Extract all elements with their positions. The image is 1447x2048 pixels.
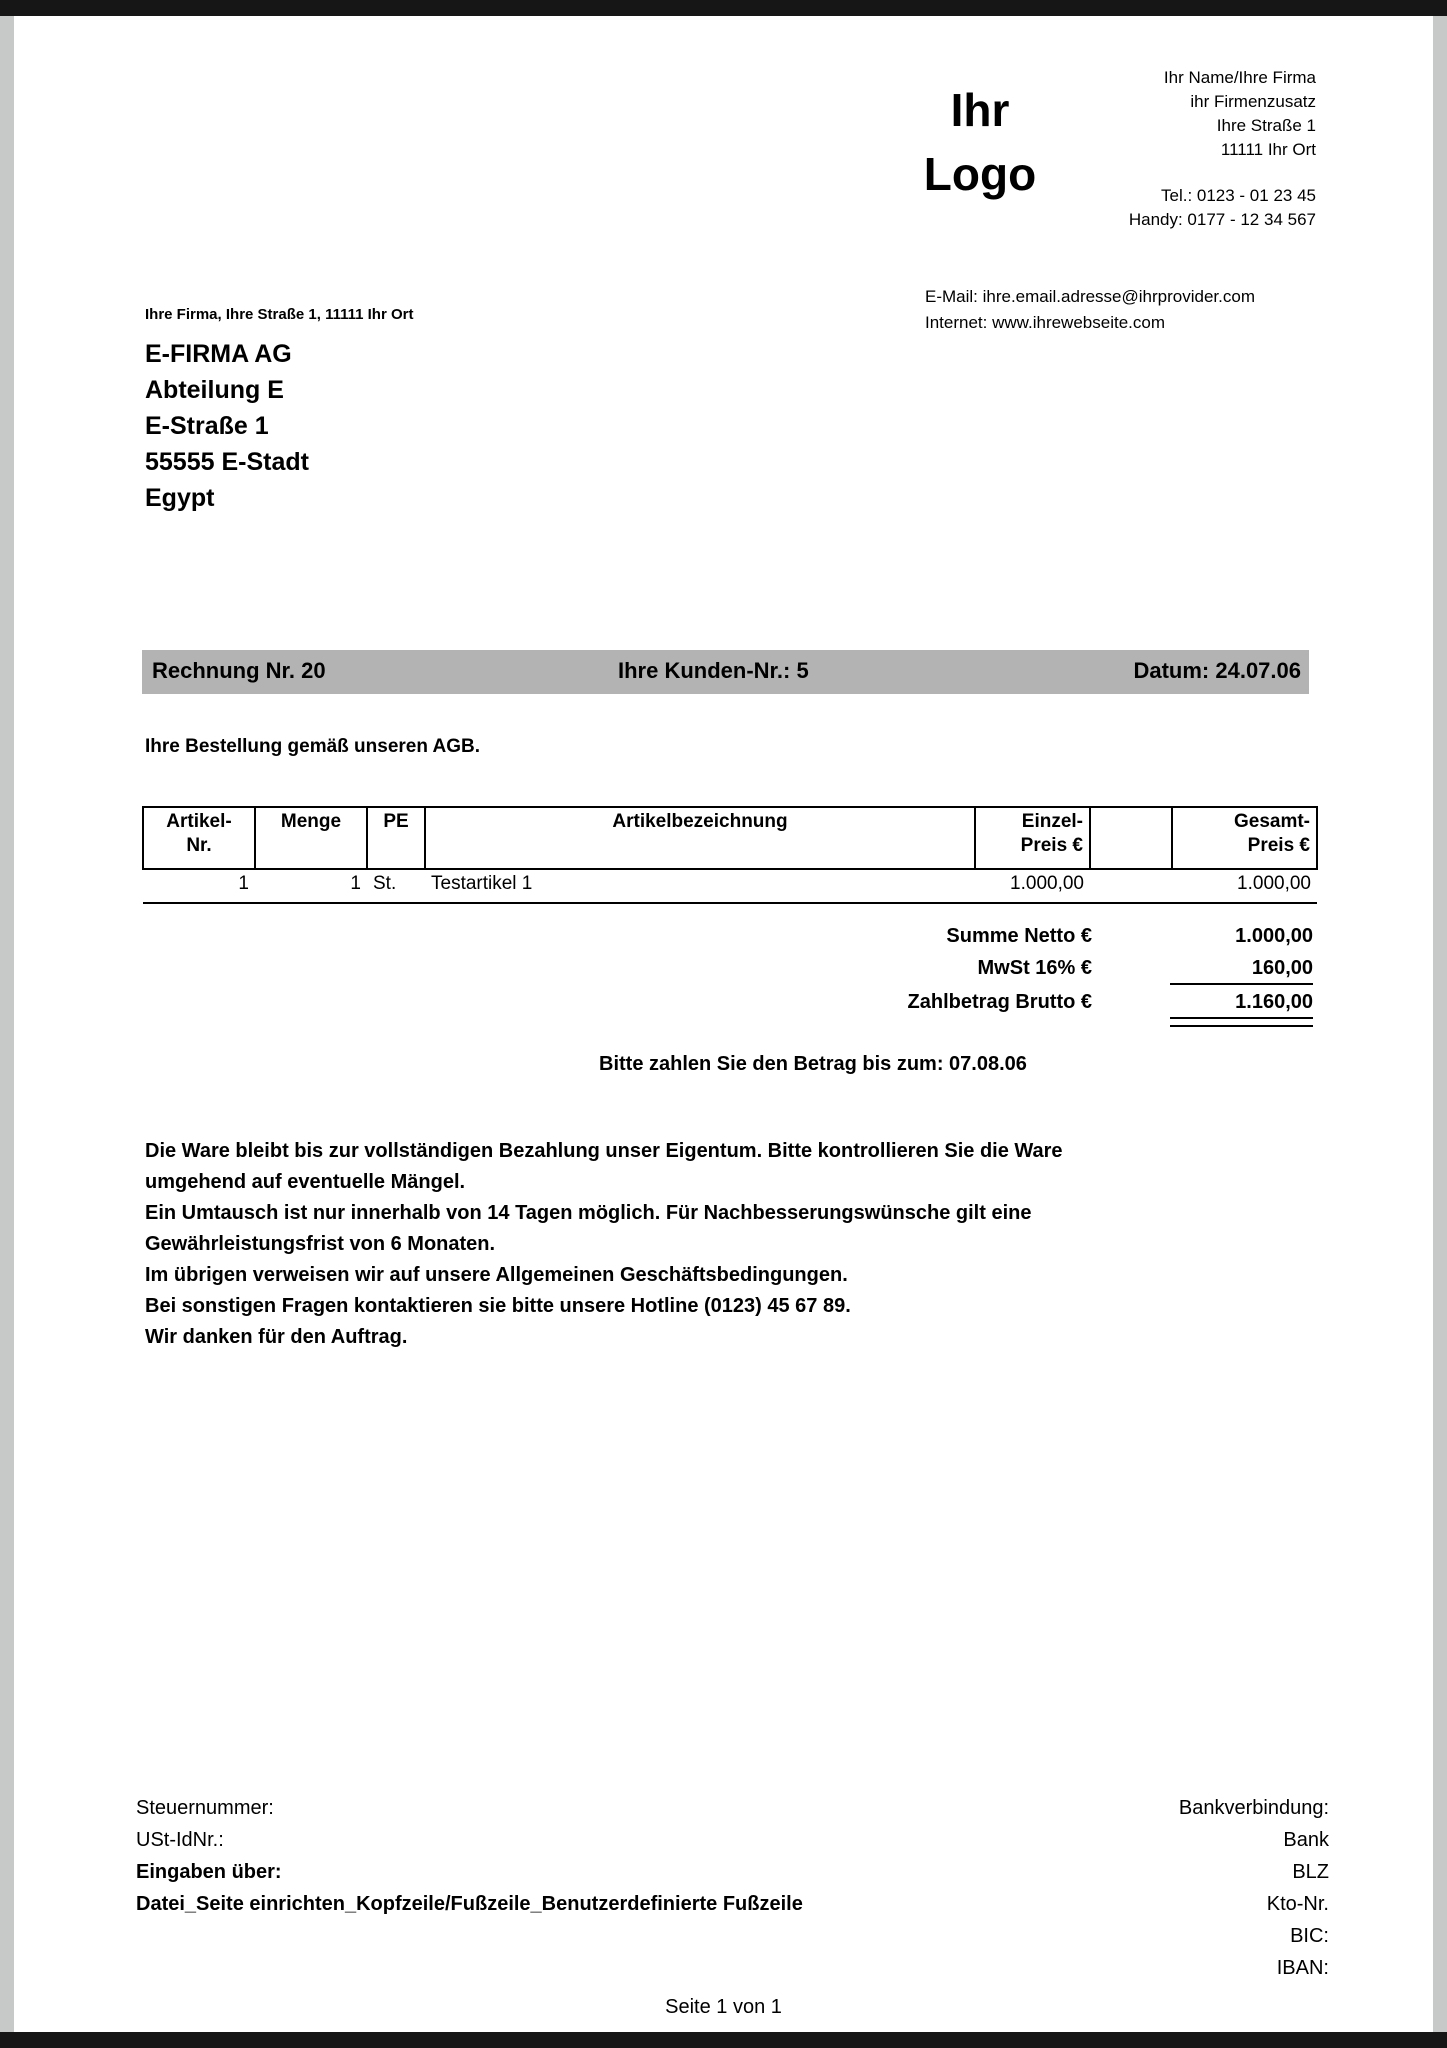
footer-eingaben: Eingaben über: — [136, 1861, 282, 1883]
brutto-value: 1.160,00 — [1170, 991, 1313, 1019]
logo-line1: Ihr — [950, 84, 1010, 136]
terms-line: Ein Umtausch ist nur innerhalb von 14 Tagen möglich. Für Nachbesserungswünsche gilt eine — [145, 1202, 1032, 1224]
mwst-label: MwSt 16% € — [977, 957, 1092, 979]
footer-bank: Bank — [1283, 1829, 1329, 1851]
terms-line: Gewährleistungsfrist von 6 Monaten. — [145, 1233, 496, 1255]
netto-label: Summe Netto € — [946, 925, 1092, 947]
footer-bankverbindung: Bankverbindung: — [1178, 1797, 1329, 1819]
brutto-label: Zahlbetrag Brutto € — [907, 991, 1092, 1013]
col-header-artikel-line1: Artikel- — [166, 811, 232, 832]
col-header-artikel-nr — [143, 807, 255, 869]
recipient-country: Egypt — [145, 484, 215, 512]
col-header-bezeichnung: Artikelbezeichnung — [425, 807, 975, 869]
cell-einzelpreis: 1.000,00 — [1010, 873, 1084, 894]
recipient-street: E-Straße 1 — [145, 412, 269, 440]
cell-gesamtpreis: 1.000,00 — [1237, 873, 1311, 894]
sender-handy: Handy: 0177 - 12 34 567 — [1128, 210, 1316, 229]
col-header-gesamt-line2: Preis € — [1247, 835, 1310, 856]
total-double-underline — [1170, 1025, 1313, 1027]
recipient-department: Abteilung E — [145, 376, 284, 404]
terms-line: umgehend auf eventuelle Mängel. — [145, 1171, 466, 1193]
footer-ustid: USt-IdNr.: — [136, 1829, 224, 1851]
sender-street: Ihre Straße 1 — [1216, 116, 1316, 135]
intro-line: Ihre Bestellung gemäß unseren AGB. — [145, 736, 481, 757]
logo-line2: Logo — [923, 148, 1037, 200]
recipient-company: E-FIRMA AG — [145, 340, 292, 368]
col-header-artikel-line2: Nr. — [186, 835, 212, 856]
col-header-menge: Menge — [255, 807, 367, 869]
company-logo — [860, 78, 1100, 206]
cell-menge: 1 — [350, 873, 361, 894]
col-header-gesamt-line1: Gesamt- — [1233, 811, 1310, 832]
mwst-value: 160,00 — [1170, 957, 1313, 985]
invoice-date: Datum: 24.07.06 — [1133, 658, 1301, 683]
cell-artikel-nr: 1 — [238, 873, 249, 894]
invoice-number: Rechnung Nr. 20 — [152, 658, 326, 683]
col-header-einzel-line1: Einzel- — [1021, 811, 1083, 832]
sender-tel: Tel.: 0123 - 01 23 45 — [1160, 186, 1316, 205]
sender-addition: ihr Firmenzusatz — [1190, 92, 1316, 111]
sender-name: Ihr Name/Ihre Firma — [1163, 68, 1316, 87]
cell-pe: St. — [373, 873, 397, 894]
terms-line: Wir danken für den Auftrag. — [145, 1326, 408, 1348]
page-number: Seite 1 von 1 — [665, 1996, 782, 2018]
col-header-gesamtpreis — [1172, 807, 1317, 869]
recipient-address-block — [145, 336, 309, 516]
sender-email: E-Mail: ihre.email.adresse@ihrprovider.com — [925, 287, 1255, 306]
col-header-einzel-line2: Preis € — [1020, 835, 1083, 856]
col-header-einzelpreis — [975, 807, 1090, 869]
netto-value: 1.000,00 — [1235, 925, 1313, 947]
cell-empty — [1090, 869, 1172, 903]
footer-iban: IBAN: — [1276, 1957, 1329, 1979]
spacer — [1129, 162, 1316, 184]
terms-line: Im übrigen verweisen wir auf unsere Allgemeinen Geschäftsbedingungen. — [145, 1264, 848, 1286]
customer-number: Ihre Kunden-Nr.: 5 — [618, 658, 809, 683]
page-edge-top — [0, 0, 1447, 16]
items-table — [142, 806, 1318, 904]
footer-steuernummer: Steuernummer: — [136, 1797, 274, 1819]
sender-city: 11111 Ihr Ort — [1220, 140, 1316, 159]
col-header-empty — [1090, 807, 1172, 869]
footer-bic: BIC: — [1290, 1925, 1329, 1947]
table-row — [143, 869, 1317, 903]
return-address-line: Ihre Firma, Ihre Straße 1, 11111 Ihr Ort — [145, 306, 414, 323]
sender-online-block — [925, 284, 1255, 336]
page-edge-bottom — [0, 2032, 1447, 2048]
payment-due-note: Bitte zahlen Sie den Betrag bis zum: 07.08.06 — [599, 1053, 1027, 1075]
footer-ktonr: Kto-Nr. — [1266, 1893, 1329, 1915]
sender-contact-block — [1129, 66, 1316, 232]
footer-datei: Datei_Seite einrichten_Kopfzeile/Fußzeile_Benutzerdefinierte Fußzeile — [136, 1893, 803, 1915]
terms-block — [145, 1136, 1063, 1353]
cell-bezeichnung: Testartikel 1 — [431, 873, 533, 894]
invoice-bar — [142, 650, 1309, 694]
terms-line: Die Ware bleibt bis zur vollständigen Bezahlung unser Eigentum. Bitte kontrollieren Sie die Ware — [145, 1140, 1063, 1162]
table-header-row — [143, 807, 1317, 869]
sender-internet: Internet: www.ihrewebseite.com — [925, 313, 1165, 332]
footer-blz: BLZ — [1292, 1861, 1329, 1883]
col-header-pe: PE — [367, 807, 425, 869]
terms-line: Bei sonstigen Fragen kontaktieren sie bitte unsere Hotline (0123) 45 67 89. — [145, 1295, 851, 1317]
footer-bank-block — [1179, 1792, 1329, 1984]
recipient-city: 55555 E-Stadt — [145, 448, 309, 476]
footer-left-block — [136, 1792, 803, 1920]
